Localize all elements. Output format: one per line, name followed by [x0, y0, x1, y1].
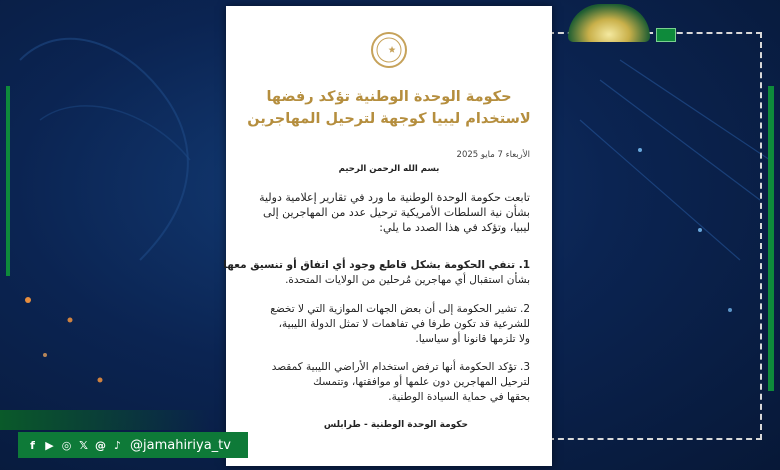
statement-date: الأربعاء 7 مايو 2025: [456, 150, 530, 160]
statement-title: [246, 86, 532, 130]
threads-icon[interactable]: @: [95, 438, 106, 452]
signature: حكومة الوحدة الوطنية - طرابلس: [323, 420, 468, 430]
point-3-line: 3. تؤكد الحكومة أنها ترفض استخدام الأراضي الليبية كمقصد: [271, 361, 530, 373]
social-handle[interactable]: @jamahiriya_tv: [130, 437, 231, 453]
point-1-line: 1. تنفي الحكومة بشكل قاطع وجود أي اتفاق أو تنسيق معها: [223, 259, 530, 271]
title-line-1: حكومة الوحدة الوطنية تؤكد رفضها: [266, 89, 512, 105]
title-line-2: لاستخدام ليبيا كوجهة لترحيل المهاجرين: [247, 111, 531, 127]
x-icon[interactable]: 𝕏: [79, 438, 88, 452]
decorative-strip: [0, 410, 210, 430]
government-emblem-icon: [371, 32, 407, 68]
point-2-line: للشرعية قد تكون طرفا في تفاهمات لا تمثل الدولة الليبية،: [278, 318, 530, 330]
youtube-icon[interactable]: ▶: [45, 438, 54, 452]
facebook-icon[interactable]: f: [30, 438, 35, 452]
right-accent-bar: [768, 86, 774, 391]
point-2: [244, 302, 530, 347]
basmala: بسم الله الرحمن الرحيم: [338, 164, 440, 174]
intro-paragraph: [244, 190, 530, 235]
left-accent-bar: [6, 86, 10, 276]
green-tag: [656, 28, 676, 42]
emblem-seal-icon: [373, 34, 405, 66]
point-2-line: 2. تشير الحكومة إلى أن بعض الجهات الموازية التي لا تخضع: [270, 303, 530, 315]
social-bar: [18, 432, 248, 458]
intro-line: تابعت حكومة الوحدة الوطنية ما ورد في تقارير إعلامية دولية: [259, 191, 530, 204]
point-2-line: ولا تلزمها قانونا أو سياسيا.: [415, 333, 530, 345]
instagram-icon[interactable]: ◎: [61, 438, 72, 452]
point-3-line: لترحيل المهاجرين دون علمها أو موافقتها، وتتمسك: [313, 376, 530, 388]
point-3: [244, 360, 530, 405]
point-3-line: بحقها في حماية السيادة الوطنية.: [388, 391, 530, 403]
tiktok-icon[interactable]: ♪: [113, 438, 122, 452]
dashed-frame: [548, 32, 762, 440]
point-1-line: بشأن استقبال أي مهاجرين مُرحلين من الولايات المتحدة.: [285, 274, 530, 286]
statement-document: [223, 6, 552, 466]
intro-line: ليبيا، وتؤكد في هذا الصدد ما يلي:: [379, 221, 530, 234]
intro-line: بشأن نية السلطات الأمريكية ترحيل عدد من المهاجرين إلى: [263, 206, 530, 219]
point-1: [223, 258, 530, 288]
